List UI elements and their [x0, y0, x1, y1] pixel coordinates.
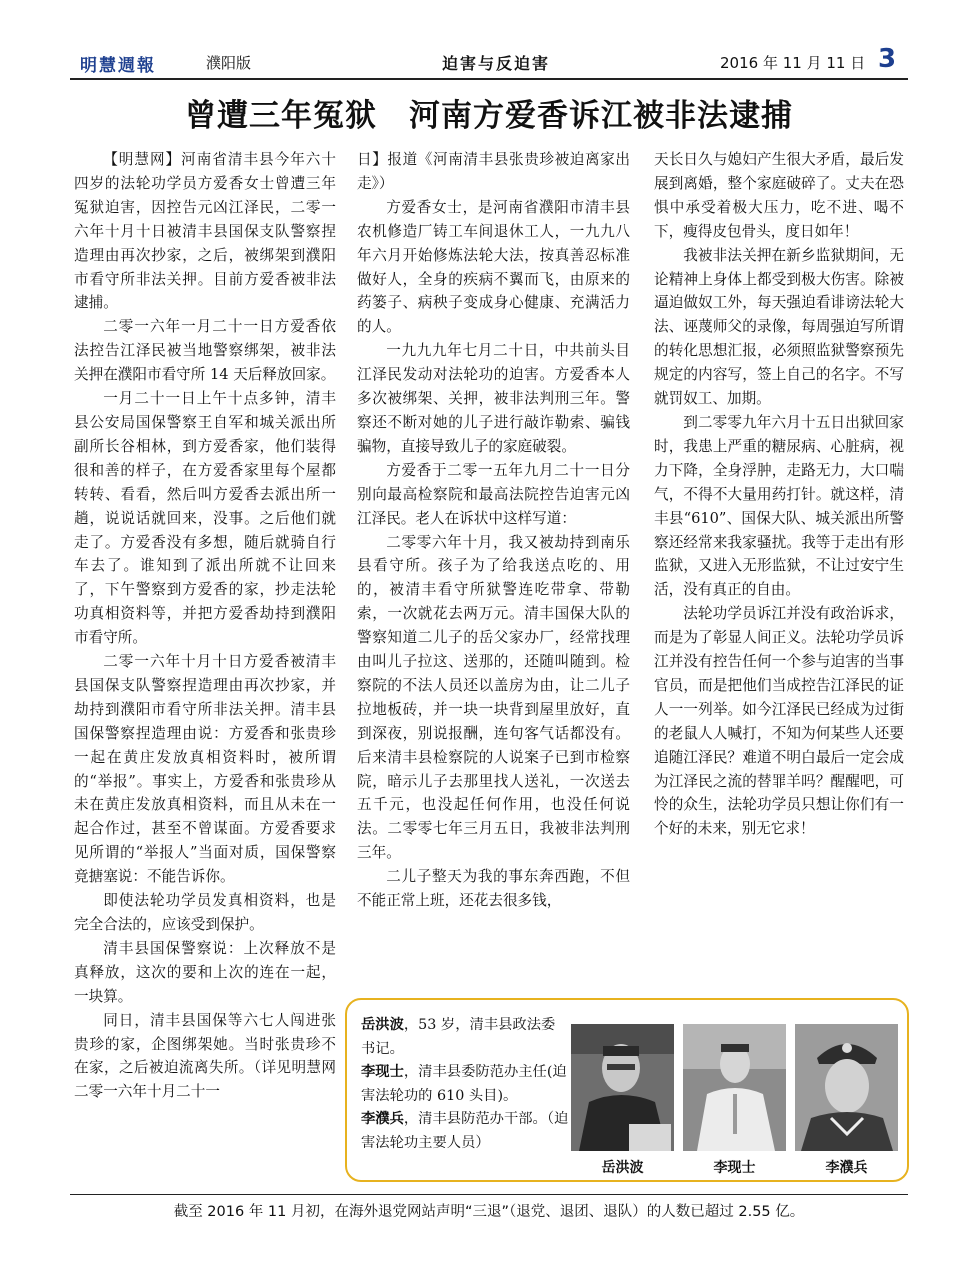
page-header — [70, 44, 908, 76]
paragraph: 二零零六年十月，我又被劫持到南乐县看守所。孩子为了给我送点吃的、用的，被清丰看守所狱警连吃带拿、带勒索，一次就花去两万元。清丰国保大队的警察知道二儿子的岳父家办厂，经常找理由叫儿子拉这、送那的，还随叫随到。检察院的不法人员还以盖房为由，让二儿子拉地板砖，并一块一块背到屋里放好，直到深夜，别说报酬，连句客气话都没有。后来清丰县检察院的人说案子已到市检察院，暗示儿子去那里找人送礼，一次送去五千元，也没起任何作用，也没任何说法。二零零七年三月五日，我被非法判刑三年。 — [357, 533, 630, 862]
perpetrator-entry — [361, 1108, 569, 1155]
portrait-image — [683, 1024, 786, 1151]
portrait-caption: 李现士 — [713, 1160, 756, 1176]
perpetrator-entry — [361, 1061, 569, 1108]
edition-label: 濮阳版 — [206, 54, 252, 72]
portrait-photo — [795, 1024, 898, 1151]
paragraph-continued: 日】报道《河南清丰县张贵珍被迫离家出走》） — [357, 151, 630, 192]
paragraph: 【明慧网】河南省清丰县今年六十四岁的法轮功学员方爱香女士曾遭三年冤狱迫害，因控告元凶江泽民，二零一六年十月十日被清丰县国保支队警察捏造理由再次抄家，之后，被绑架到濮阳市看守所非法关押。目前方爱香被非法逮捕。 — [74, 151, 336, 312]
portrait-image — [571, 1024, 674, 1151]
section-title: 迫害与反迫害 — [442, 54, 551, 73]
perpetrator-desc: ，清丰县防范办干部。（迫害法轮功主要人员） — [361, 1111, 569, 1151]
paragraph: 二零一六年一月二十一日方爱香依法控告江泽民被当地警察绑架，被非法关押在濮阳市看守所 14 天后释放回家。 — [74, 318, 336, 384]
newspaper-brand: 明慧週報 — [80, 56, 156, 76]
portrait-photo — [683, 1024, 786, 1151]
paragraph: 到二零零九年六月十五日出狱回家时，我患上严重的糖尿病、心脏病，视力下降，全身浮肿，走路无力，大口喘气，不得不大量用药打针。就这样，清丰县“610”、国保大队、城关派出所警察还经常来我家骚扰。我等于走出有形监狱，又进入无形监狱，不让过安宁生活，没有真正的自由。 — [654, 413, 904, 599]
perpetrators-text — [361, 1014, 569, 1155]
portrait-caption: 岳洪波 — [601, 1160, 644, 1176]
footer-rule — [70, 1194, 908, 1195]
article-column-3 — [654, 148, 904, 841]
perpetrators-infobox — [345, 998, 909, 1182]
article-column-1 — [74, 148, 336, 1104]
paragraph: 二儿子整天为我的事东奔西跑，不但不能正常上班，还花去很多钱， — [357, 868, 630, 910]
issue-date: 2016 年 11 月 11 日 — [720, 54, 866, 72]
perpetrator-name: 岳洪波 — [361, 1017, 404, 1033]
perpetrator-name: 李濮兵 — [361, 1111, 404, 1127]
perpetrator-desc: ，清丰县委防范办主任(迫害法轮功的 610 头目)。 — [361, 1064, 567, 1104]
paragraph: 一月二十一日上午十点多钟，清丰县公安局国保警察王自军和城关派出所副所长谷相林，到方爱香家，他们装得很和善的样子，在方爱香家里每个屋都转转、看看，然后叫方爱香去派出所一趟，说说话就回来，没事。之后他们就走了。方爱香没有多想，随后就骑自行车去了。谁知到了派出所就不让回来了，下午警察到方爱香的家，抄走法轮功真相资料等，并把方爱香劫持到濮阳市看守所。 — [74, 390, 336, 647]
portrait-image — [795, 1024, 898, 1151]
portrait-photo — [571, 1024, 674, 1151]
perpetrator-entry — [361, 1014, 569, 1061]
paragraph: 我被非法关押在新乡监狱期间，无论精神上身体上都受到极大伤害。除被逼迫做奴工外，每天强迫看诽谤法轮大法、诬蔑师父的录像，每周强迫写所谓的转化思想汇报，必须照监狱警察预先规定的内容写，签上自己的名字。不写就罚奴工、加期。 — [654, 246, 904, 408]
paragraph: 即使法轮功学员发真相资料，也是完全合法的，应该受到保护。 — [74, 892, 336, 933]
perpetrator-name: 李现士 — [361, 1064, 404, 1080]
footer-notice: 截至 2016 年 11 月初，在海外退党网站声明“三退”（退党、退团、退队）的人数已超过 2.55 亿。 — [173, 1204, 805, 1220]
article-headline: 曾遭三年冤狱 河南方爱香诉江被非法逮捕 — [185, 98, 793, 134]
portrait-caption: 李濮兵 — [825, 1160, 868, 1176]
header-rule — [70, 78, 908, 80]
paragraph: 清丰县国保警察说：上次释放不是真释放，这次的要和上次的连在一起，一块算。 — [74, 939, 336, 1005]
paragraph: 同日，清丰县国保等六七人闯进张贵珍的家，企图绑架她。当时张贵珍不在家，之后被迫流离失所。（详见明慧网二零一六年十月二十一 — [74, 1011, 336, 1101]
paragraph: 法轮功学员诉江并没有政治诉求，而是为了彰显人间正义。法轮功学员诉江并没有控告任何一个参与迫害的当事官员，而是把他们当成控告江泽民的证人一一列举。如今江泽民已经成为过街的老鼠人人喊打，不知为何某些人还要追随江泽民？难道不明白最后一定会成为江泽民之流的替罪羊吗？醒醒吧，可怜的众生，法轮功学员只想让你们有一个好的未来，别无它求！ — [654, 605, 904, 838]
paragraph: 二零一六年十月十日方爱香被清丰县国保支队警察捏造理由再次抄家，并劫持到濮阳市看守所非法关押。清丰县国保警察捏造理由说：方爱香和张贵珍一起在黄庄发放真相资料时，被所谓的“举报”。事实上，方爱香和张贵珍从未在黄庄发放真相资料，而且从未在一起合作过，甚至不曾谋面。方爱香要求见所谓的“举报人”当面对质，国保警察竟搪塞说：不能告诉你。 — [74, 653, 336, 886]
paragraph: 一九九九年七月二十日，中共前头目江泽民发动对法轮功的迫害。方爱香本人多次被绑架、关押，被非法判刑三年。警察还不断对她的儿子进行敲诈勒索、骗钱骗物，直接导致儿子的家庭破裂。 — [357, 342, 630, 455]
page-number: 3 — [878, 44, 897, 74]
paragraph-continued: 天长日久与媳妇产生很大矛盾，最后发展到离婚，整个家庭破碎了。丈夫在恐惧中承受着极大压力，吃不进、喝不下，瘦得皮包骨头，度日如年！ — [654, 151, 904, 240]
paragraph: 方爱香于二零一五年九月二十一日分别向最高检察院和最高法院控告迫害元凶江泽民。老人在诉状中这样写道： — [357, 461, 630, 527]
article-column-2 — [357, 148, 630, 913]
paragraph: 方爱香女士，是河南省濮阳市清丰县农机修造厂铸工车间退休工人，一九九八年六月开始修炼法轮大法，按真善忍标准做好人，全身的疾病不翼而飞，由原来的药篓子、病秧子变成身心健康、充满活力的人。 — [357, 198, 630, 336]
perpetrator-desc: ，53 岁，清丰县政法委书记。 — [361, 1017, 556, 1057]
